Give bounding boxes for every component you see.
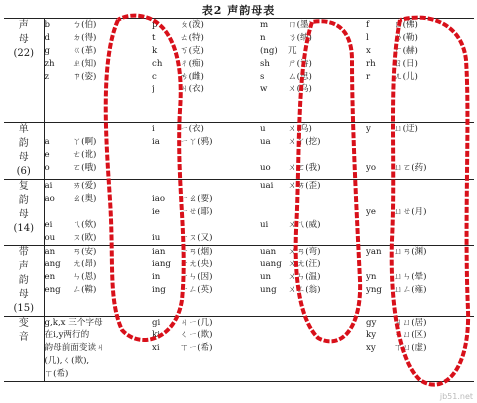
zhuyin-with-example: ㄦ(儿) — [394, 71, 418, 82]
latin-spelling: uai — [260, 181, 274, 192]
category-label — [4, 180, 44, 245]
category-char: 韵 — [18, 138, 29, 150]
entry — [260, 342, 366, 355]
entry — [260, 123, 366, 136]
latin-spelling: e — [44, 149, 50, 160]
section-fuyunmu — [4, 180, 474, 245]
latin-spelling: u — [260, 124, 266, 135]
entry — [45, 232, 153, 245]
column-cell — [260, 245, 366, 316]
zhuyin-with-example: ㄣ(恩) — [72, 272, 97, 283]
latin-spelling: gi — [152, 317, 161, 328]
entry — [366, 219, 474, 232]
entry — [45, 45, 153, 58]
entry — [152, 136, 260, 149]
latin-spelling: ua — [260, 137, 271, 148]
entry — [152, 246, 260, 259]
entry — [45, 258, 153, 271]
latin-spelling: ye — [366, 206, 376, 217]
latin-spelling: iao — [152, 194, 166, 205]
category-char: 母 — [18, 34, 29, 45]
latin-spelling: in — [152, 272, 161, 283]
zhuyin-with-example: ㄘ(雌) — [180, 71, 204, 82]
zhuyin-with-example: 兀 — [288, 45, 297, 56]
category-char: (6) — [16, 166, 31, 178]
latin-spelling: l — [366, 32, 369, 43]
latin-spelling: yan — [366, 246, 382, 257]
entry — [260, 109, 366, 122]
category-char: 母 — [18, 209, 29, 221]
entry — [45, 193, 153, 206]
entry — [260, 284, 366, 297]
zhuyin-with-example: ㄨ(乌) — [288, 84, 312, 95]
zhuyin-with-example: ㄨㄟ(威) — [288, 219, 321, 230]
category-label — [4, 19, 44, 123]
latin-spelling: yo — [366, 162, 377, 173]
latin-spelling: gy — [366, 317, 377, 328]
zhuyin-with-example: ㄩ(迂) — [394, 124, 418, 135]
entry — [260, 271, 366, 284]
entry — [152, 149, 260, 162]
zhuyin-with-example: ㄥ(鞥) — [72, 285, 97, 296]
zhuyin-with-example: ㄧㄥ(英) — [180, 285, 213, 296]
entry — [366, 284, 474, 297]
category-char: (15) — [13, 302, 35, 314]
entry — [45, 246, 153, 259]
category-char: 变 — [18, 317, 29, 329]
column-cell — [44, 19, 152, 123]
entry — [152, 96, 260, 109]
entry — [45, 180, 153, 193]
zhuyin-with-example: ㄚ(啊) — [72, 137, 97, 148]
column-cell — [152, 19, 260, 123]
latin-spelling: rh — [366, 58, 376, 69]
entry — [366, 136, 474, 149]
column-cell — [44, 245, 152, 316]
entry — [152, 19, 260, 32]
latin-spelling: uan — [260, 246, 277, 257]
zhuyin-with-example: ㄨㄥ(翁) — [288, 285, 321, 296]
latin-spelling: k — [152, 45, 158, 56]
latin-spelling: g — [44, 45, 51, 56]
latin-spelling: a — [44, 137, 50, 148]
latin-spelling: ie — [152, 206, 160, 217]
entry — [260, 258, 366, 271]
latin-spelling: yn — [366, 272, 377, 283]
zhuyin-with-example: ㄨ(乌) — [288, 124, 312, 135]
zhuyin-with-example: ㄧㄤ(央) — [180, 259, 213, 270]
column-cell — [366, 19, 474, 123]
zhuyin-with-example: ㄨㄣ(温) — [288, 272, 321, 283]
latin-spelling: ung — [260, 285, 277, 296]
column-cell — [152, 245, 260, 316]
entry — [152, 368, 260, 381]
latin-spelling: sh — [260, 58, 270, 69]
zhuyin-with-example: ㄧ(衣) — [180, 124, 204, 135]
entry — [260, 329, 366, 342]
zhuyin-with-example: ㄈ(佛) — [394, 20, 418, 30]
entry — [260, 83, 366, 96]
entry — [152, 355, 260, 368]
entry — [152, 58, 260, 71]
zhuyin-with-example: ㄨㄛ(我) — [288, 162, 321, 173]
zhuyin-with-example: ㄧㄢ(烟) — [180, 246, 213, 257]
entry — [45, 19, 153, 32]
column-cell — [366, 245, 474, 316]
entry — [366, 258, 474, 271]
latin-spelling: an — [44, 246, 56, 257]
column-cell — [260, 123, 366, 180]
column-cell — [366, 123, 474, 180]
latin-spelling: uang — [260, 259, 282, 270]
table-title: 表2 声韵母表 — [201, 4, 276, 17]
entry — [45, 206, 153, 219]
entry — [152, 83, 260, 96]
zhuyin-with-example: ㄧㄣ(因) — [180, 272, 213, 283]
entry — [366, 355, 474, 368]
entry — [152, 271, 260, 284]
category-char: (14) — [13, 223, 35, 235]
category-char: 单 — [18, 124, 29, 136]
zhuyin-with-example: ㄍ(革) — [72, 45, 97, 56]
latin-spelling: z — [44, 71, 50, 82]
latin-spelling: o — [44, 162, 50, 173]
latin-spelling: ou — [44, 232, 56, 243]
section-daibiyunmu — [4, 245, 474, 316]
entry — [45, 284, 153, 297]
entry — [260, 19, 366, 32]
entry — [366, 246, 474, 259]
entry — [366, 342, 474, 355]
entry — [366, 329, 474, 342]
column-cell — [260, 316, 366, 381]
column-cell — [260, 19, 366, 123]
category-char: 母 — [18, 288, 29, 300]
entry — [45, 136, 153, 149]
zhuyin-with-example: ㄊ(特) — [180, 32, 204, 43]
entry — [366, 368, 474, 381]
category-label — [4, 245, 44, 316]
initials-finals-table — [4, 18, 474, 382]
zhuyin-with-example: ㄞ(爱) — [72, 181, 97, 192]
entry — [45, 149, 153, 162]
entry — [45, 162, 153, 175]
entry — [260, 317, 366, 330]
entry — [260, 149, 366, 162]
entry — [152, 342, 260, 355]
latin-spelling: ki — [152, 330, 160, 341]
latin-spelling: c — [152, 71, 157, 82]
entry — [260, 136, 366, 149]
entry — [45, 83, 153, 96]
entry — [152, 109, 260, 122]
zhuyin-with-example: ㄎ(克) — [180, 45, 204, 56]
zhuyin-with-example: ㄨㄚ(挖) — [288, 137, 321, 148]
zhuyin-with-example: ㄧㄡ(又) — [180, 232, 213, 243]
zhuyin-with-example: ㄑㄩ(区) — [394, 330, 427, 341]
note-line: 韵母前面变读ㄐ — [44, 343, 105, 354]
zhuyin-with-example: ㄒㄩ(虚) — [394, 343, 427, 354]
zhuyin-with-example: ㄩㄥ(雍) — [394, 285, 427, 296]
latin-spelling: s — [260, 71, 265, 82]
column-cell — [366, 316, 474, 381]
latin-spelling: p — [152, 20, 158, 30]
entry — [260, 58, 366, 71]
entry — [366, 32, 474, 45]
latin-spelling: y — [366, 124, 371, 135]
entry — [260, 96, 366, 109]
entry — [45, 109, 153, 122]
latin-spelling: un — [260, 272, 272, 283]
entry — [260, 32, 366, 45]
category-char: (22) — [13, 48, 35, 59]
entry — [260, 45, 366, 58]
latin-spelling: ai — [44, 181, 53, 192]
zhuyin-with-example: ㄙ(思) — [288, 71, 312, 82]
entry — [260, 246, 366, 259]
zhuyin-with-example: ㄠ(奥) — [72, 194, 97, 205]
column-cell — [152, 316, 260, 381]
section-shengmu — [4, 19, 474, 123]
section-danyunmu — [4, 123, 474, 180]
entry — [45, 271, 153, 284]
category-char: 声 — [18, 20, 29, 31]
latin-spelling: f — [366, 20, 370, 30]
latin-spelling: xi — [152, 343, 160, 354]
entry — [152, 123, 260, 136]
entry — [366, 58, 474, 71]
entry — [45, 96, 153, 109]
zhuyin-with-example: ㄑㄧ(欺) — [180, 330, 213, 341]
zhuyin-with-example: ㄧㄚ(鸦) — [180, 137, 213, 148]
column-cell — [152, 123, 260, 180]
latin-spelling: r — [366, 71, 371, 82]
zhuyin-with-example: ㄇ(墨) — [288, 20, 312, 30]
zhuyin-with-example: ㄨㄢ(弯) — [288, 246, 321, 257]
entry — [152, 206, 260, 219]
latin-spelling: ang — [44, 259, 61, 270]
entry — [260, 368, 366, 381]
section-bianyin — [4, 316, 474, 381]
latin-spelling: iu — [152, 232, 161, 243]
zhuyin-with-example: ㄋ(纳) — [288, 32, 312, 43]
zhuyin-with-example: ㄒㄧ(希) — [180, 343, 213, 354]
note-line: g,k,x 三个字母 — [44, 317, 103, 328]
latin-spelling: eng — [44, 285, 61, 296]
zhuyin-with-example: ㄨㄞ(歪) — [288, 181, 321, 192]
latin-spelling: i — [152, 124, 155, 135]
entry — [260, 232, 366, 245]
entry — [260, 355, 366, 368]
latin-spelling: (ng) — [260, 45, 278, 56]
category-char: 母 — [18, 152, 29, 164]
latin-spelling: en — [44, 272, 56, 283]
latin-spelling: iang — [152, 259, 171, 270]
latin-spelling: ui — [260, 219, 269, 230]
entry — [366, 317, 474, 330]
entry — [152, 232, 260, 245]
category-char: 复 — [18, 181, 29, 193]
zhuyin-with-example: ㄩㄝ(月) — [394, 206, 427, 217]
entry — [260, 162, 366, 175]
entry — [152, 317, 260, 330]
category-label — [4, 316, 44, 381]
variant-note — [44, 316, 152, 381]
entry — [260, 219, 366, 232]
zhuyin-with-example: ㄕ(诗) — [288, 58, 312, 69]
entry — [366, 193, 474, 206]
zhuyin-with-example: ㄏ(赫) — [394, 45, 418, 56]
column-cell — [44, 180, 152, 245]
zhuyin-with-example: ㄉ(得) — [72, 32, 97, 43]
latin-spelling: yng — [366, 285, 382, 296]
entry — [152, 284, 260, 297]
zhuyin-with-example: ㄨㄤ(汪) — [288, 259, 321, 270]
column-cell — [260, 180, 366, 245]
zhuyin-with-example: ㄜ(讹) — [72, 149, 97, 160]
zhuyin-with-example: ㄩㄢ(渊) — [394, 246, 427, 257]
latin-spelling: ei — [44, 219, 53, 230]
category-char: 声 — [18, 260, 29, 272]
entry — [152, 329, 260, 342]
column-cell — [152, 180, 260, 245]
latin-spelling: ao — [44, 194, 55, 205]
category-char: 音 — [18, 331, 29, 343]
zhuyin-with-example: ㄓ(知) — [72, 58, 97, 69]
note-line: ㄒ(希) — [44, 369, 69, 380]
latin-spelling: m — [260, 20, 269, 30]
entry — [152, 258, 260, 271]
entry — [260, 206, 366, 219]
entry — [366, 45, 474, 58]
category-char: 带 — [18, 246, 29, 258]
zhuyin-with-example: ㄧㄠ(要) — [180, 194, 213, 205]
latin-spelling: ia — [152, 137, 160, 148]
latin-spelling: n — [260, 32, 266, 43]
latin-spelling: uo — [260, 162, 271, 173]
entry — [366, 206, 474, 219]
latin-spelling: xy — [366, 343, 376, 354]
latin-spelling: t — [152, 32, 156, 43]
category-char: 韵 — [18, 195, 29, 207]
category-char: 韵 — [18, 274, 29, 286]
zhuyin-with-example: ㄤ(昂) — [72, 259, 97, 270]
entry — [45, 32, 153, 45]
entry — [366, 123, 474, 136]
entry — [260, 193, 366, 206]
zhuyin-with-example: ㄗ(姿) — [72, 71, 97, 82]
zhuyin-with-example: ㄖ(日) — [394, 58, 418, 69]
zhuyin-with-example: ㄟ(欸) — [72, 219, 97, 230]
entry — [45, 123, 153, 136]
latin-spelling: ky — [366, 330, 377, 341]
entry — [152, 219, 260, 232]
entry — [152, 45, 260, 58]
entry — [45, 71, 153, 84]
entry — [260, 180, 366, 193]
latin-spelling: ch — [152, 58, 163, 69]
zhuyin-with-example: ㄐㄩ(居) — [394, 317, 427, 328]
zhuyin-with-example: ㄐㄧ(几) — [180, 317, 213, 328]
entry — [366, 149, 474, 162]
entry — [366, 162, 474, 175]
entry — [366, 180, 474, 193]
latin-spelling: ian — [152, 246, 166, 257]
entry — [152, 180, 260, 193]
zhuyin-with-example: ㄅ(伯) — [72, 20, 97, 30]
entry — [366, 96, 474, 109]
zhuyin-with-example: ㄌ(勒) — [394, 32, 418, 43]
zhuyin-with-example: ㄔ(痴) — [180, 58, 204, 69]
column-cell — [366, 180, 474, 245]
note-line: (几),ㄑ(欺), — [44, 356, 90, 367]
zhuyin-with-example: ㄩㄣ(晕) — [394, 272, 427, 283]
latin-spelling: w — [260, 84, 268, 95]
zhuyin-with-example: ㄐ(衣) — [180, 84, 204, 95]
entry — [366, 232, 474, 245]
entry — [45, 58, 153, 71]
entry — [260, 71, 366, 84]
entry — [45, 219, 153, 232]
entry — [152, 193, 260, 206]
entry — [366, 19, 474, 32]
entry — [152, 32, 260, 45]
entry — [366, 109, 474, 122]
category-label — [4, 123, 44, 180]
latin-spelling: zh — [44, 58, 55, 69]
entry — [366, 271, 474, 284]
entry — [152, 71, 260, 84]
watermark: jb51.net — [439, 392, 473, 401]
zhuyin-with-example: ㄡ(欧) — [72, 232, 97, 243]
latin-spelling: j — [152, 84, 155, 95]
latin-spelling: b — [44, 20, 51, 30]
zhuyin-with-example: ㄢ(安) — [72, 246, 97, 257]
zhuyin-with-example: ㄧㄝ(耶) — [180, 206, 213, 217]
zhuyin-with-example: ㄩㄛ(药) — [394, 162, 427, 173]
latin-spelling: x — [366, 45, 371, 56]
note-line: 在i,y两行的 — [44, 330, 90, 341]
entry — [152, 162, 260, 175]
zhuyin-with-example: ㄆ(泼) — [180, 20, 204, 30]
entry — [366, 83, 474, 96]
zhuyin-with-example: ㄛ(哦) — [72, 162, 97, 173]
latin-spelling: ing — [152, 285, 166, 296]
column-cell — [44, 123, 152, 180]
entry — [366, 71, 474, 84]
latin-spelling: d — [44, 32, 51, 43]
